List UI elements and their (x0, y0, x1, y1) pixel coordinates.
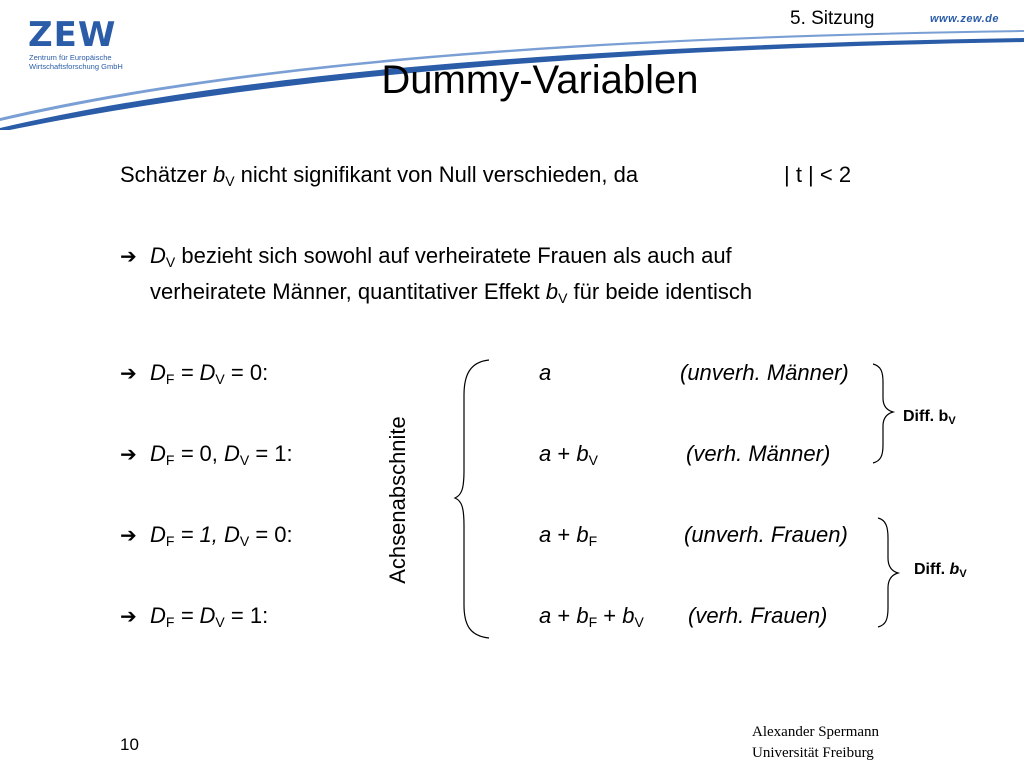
slide-title: Dummy-Variablen (381, 58, 699, 102)
case-label: (unverh. Männer) (680, 360, 849, 385)
case-condition: ➔ $D_F = 1$, $D_V = 0$: (120, 522, 293, 549)
bullet-1-line-1: ➔ $D_V$ bezieht sich sowohl auf verheiratete Frauen als auch auf (120, 243, 732, 270)
diff-label-1: Diff. $b_V$ (903, 408, 956, 427)
author-block (752, 722, 879, 764)
arrow-right-icon: ➔ (120, 604, 137, 628)
zew-url: www.zew.de (930, 13, 999, 25)
case-expression: $a + b_V$ (539, 441, 598, 468)
bullet-1-line-2: verheiratete Männer, quantitativer Effekt $b_V$ für beide identisch (150, 279, 753, 306)
case-condition: ➔ $D_F = 0$, $D_V = 1$: (120, 441, 293, 468)
side-label-vertical: Achsenabschnite (385, 416, 410, 584)
case-condition: ➔ $D_F = D_V = 1$: (120, 603, 269, 630)
arrow-right-icon: ➔ (120, 523, 137, 547)
case-condition: ➔ $D_F = D_V = 0$: (120, 360, 269, 387)
case-expression: a (539, 360, 552, 385)
case-expression: $a + b_F + b_V$ (539, 603, 644, 630)
right-brace-upper (873, 364, 893, 463)
left-brace (455, 360, 489, 638)
arrow-right-icon: ➔ (120, 361, 137, 385)
intro-condition: | t | < 2 (784, 162, 852, 187)
session-label: 5. Sitzung (790, 8, 875, 29)
zew-logo-subtitle: Zentrum für Europäische Wirtschaftsforschung GmbH (29, 53, 123, 71)
case-expression: $a + b_F$ (539, 522, 598, 549)
arrow-right-icon: ➔ (120, 244, 137, 268)
zew-logo: ZEW (28, 15, 117, 55)
page-number: 10 (120, 735, 139, 754)
arrow-right-icon: ➔ (120, 442, 137, 466)
case-label: (verh. Männer) (686, 441, 831, 466)
case-label: (unverh. Frauen) (684, 522, 848, 547)
author-university: Universität Freiburg (752, 745, 874, 761)
case-label: (verh. Frauen) (688, 603, 828, 628)
intro-line: Schätzer $b_V$ nicht signifikant von Null verschieden, da (120, 162, 639, 189)
diff-label-2: Diff. $b_V$ (914, 561, 967, 580)
author-name: Alexander Spermann (752, 724, 880, 740)
right-brace-lower (878, 518, 898, 627)
